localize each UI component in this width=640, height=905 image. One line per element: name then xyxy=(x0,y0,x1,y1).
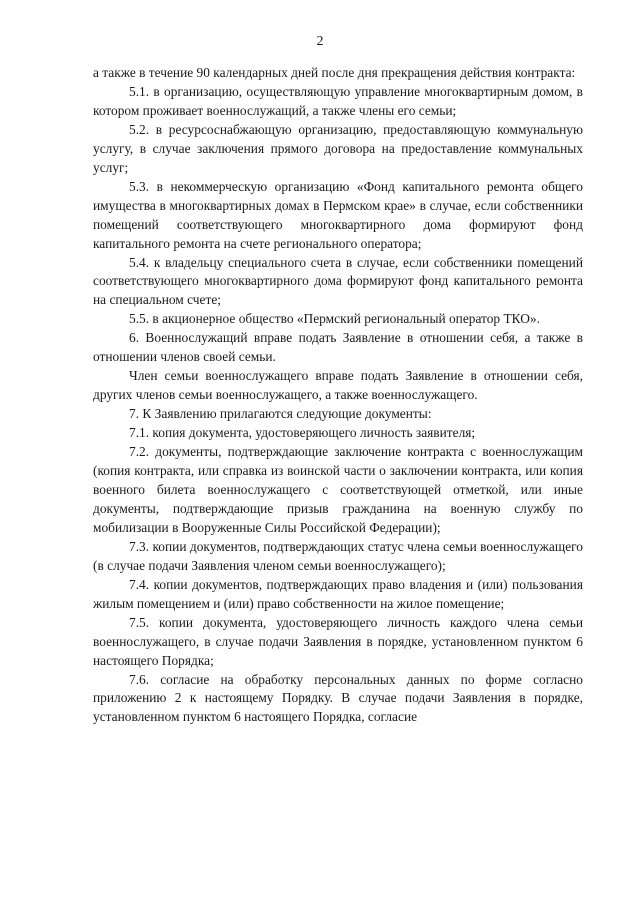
page-number: 2 xyxy=(316,34,324,49)
paragraph: 7.2. документы, подтверждающие заключение контракта с военнослужащим (копия контракта, или справка из воинской части о заключении контракта, или копия военного билета военнослужащего с соответствующей отметкой, или иные документы, подтверждающие призыв гражданина на военную службу по мобилизации в Вооруженные Силы Российской Федерации); xyxy=(93,444,583,535)
paragraph: 5.4. к владельцу специального счета в случае, если собственники помещений соответствующего многоквартирного дома формируют фонд капитального ремонта на специальном счете; xyxy=(93,254,583,308)
paragraph: 7. К Заявлению прилагаются следующие документы: xyxy=(129,406,432,422)
paragraph: 5.5. в акционерное общество «Пермский региональный оператор ТКО». xyxy=(129,311,540,327)
paragraph: 7.5. копии документа, удостоверяющего личность каждого члена семьи военнослужащего, в случае подачи Заявления в порядке, установленном пунктом 6 настоящего Порядка; xyxy=(93,614,583,668)
paragraph: 7.6. согласие на обработку персональных данных по форме согласно приложению 2 к настоящему Порядку. В случае подачи Заявления в порядке, установленном пунктом 6 настоящего Порядка, согласие xyxy=(93,671,583,725)
paragraph: 7.3. копии документов, подтверждающих статус члена семьи военнослужащего (в случае подачи Заявления членом семьи военнослужащего); xyxy=(93,538,583,573)
paragraph: 7.4. копии документов, подтверждающих право владения и (или) пользования жилым помещением и (или) право собственности на жилое помещение; xyxy=(93,576,583,611)
document-body xyxy=(93,64,583,727)
paragraph: 5.3. в некоммерческую организацию «Фонд капитального ремонта общего имущества в многоквартирных домах в Пермском крае» в случае, если собственники помещений соответствующего многоквартирного дома формируют фонд капитального ремонта на счете регионального оператора; xyxy=(93,178,583,251)
paragraph: Член семьи военнослужащего вправе подать Заявление в отношении себя, других членов семьи военнослужащего, а также военнослужащего. xyxy=(93,368,583,403)
paragraph: 5.1. в организацию, осуществляющую управление многоквартирным домом, в котором проживает военнослужащий, а также члены его семьи; xyxy=(93,83,583,118)
paragraph: 5.2. в ресурсоснабжающую организацию, предоставляющую коммунальную услугу, в случае заключения прямого договора на предоставление коммунальных услуг; xyxy=(93,121,583,175)
paragraph: 6. Военнослужащий вправе подать Заявление в отношении себя, а также в отношении членов своей семьи. xyxy=(93,330,583,365)
paragraph: 7.1. копия документа, удостоверяющего личность заявителя; xyxy=(129,425,476,441)
paragraph: а также в течение 90 календарных дней после дня прекращения действия контракта: xyxy=(93,65,576,80)
